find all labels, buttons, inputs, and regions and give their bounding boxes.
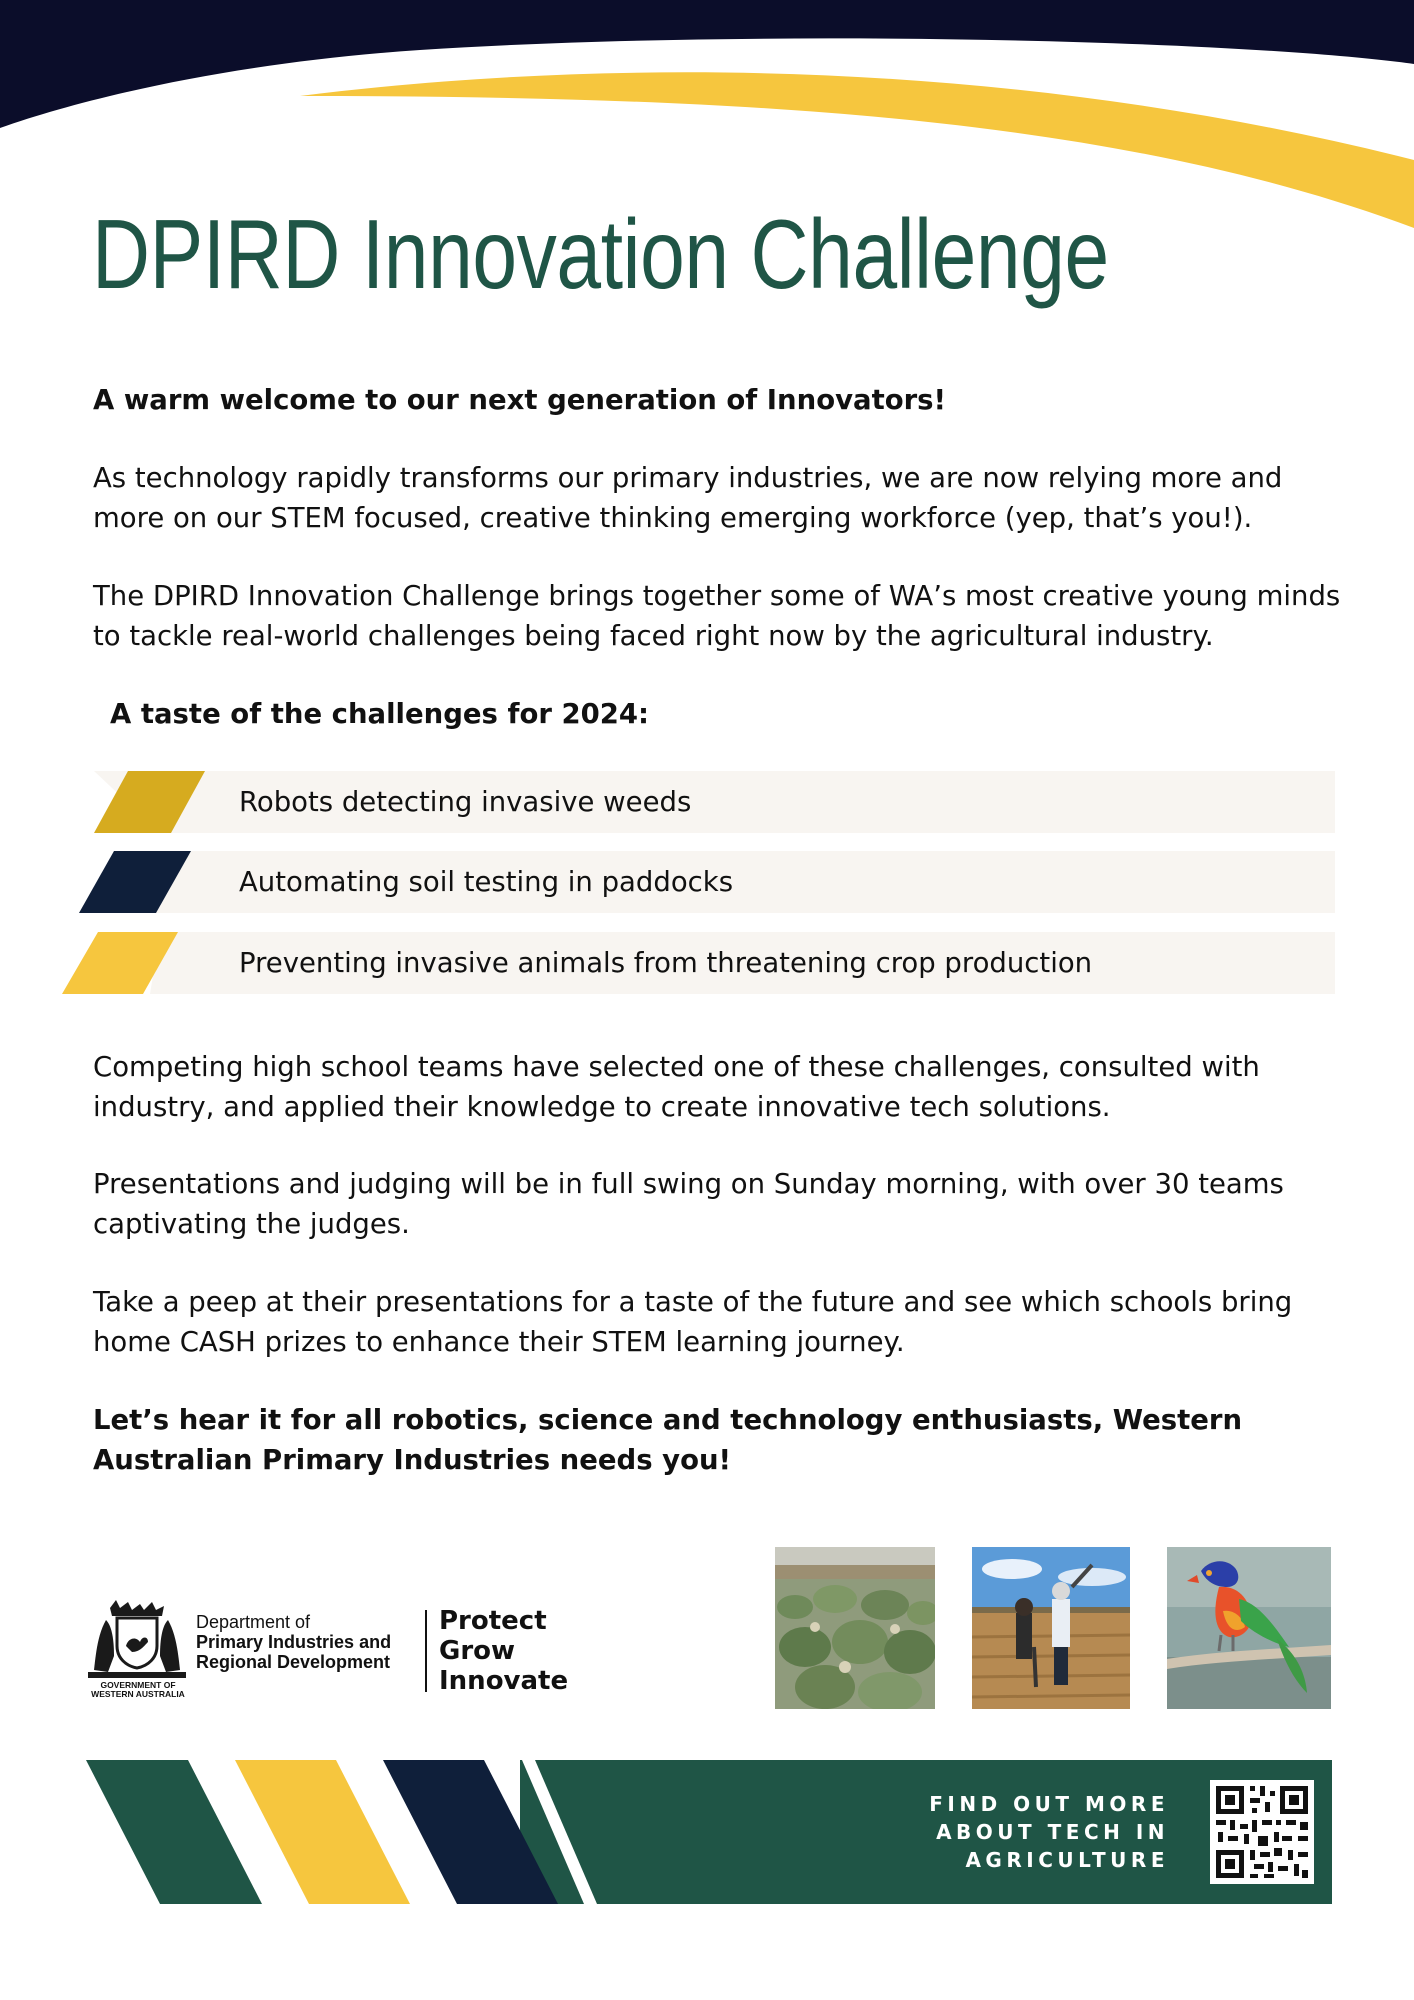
department-name-line: Primary Industries and xyxy=(196,1632,392,1652)
footer-band xyxy=(0,1760,1414,1904)
tagline-word: Protect xyxy=(439,1606,547,1636)
rainbow-lorikeet-photo xyxy=(1167,1547,1331,1709)
judging-paragraph: Presentations and judging will be in full swing on Sunday morning, with over 30 teams captivating the judges. xyxy=(93,1168,1284,1240)
page-title: DPIRD Innovation Challenge xyxy=(92,199,1109,309)
closing-statement: Let’s hear it for all robotics, science and technology enthusiasts, Western Australian Primary Industries needs you! xyxy=(93,1404,1243,1476)
department-name xyxy=(196,1612,391,1672)
footer-cta-line: AGRICULTURE xyxy=(965,1848,1169,1872)
department-name-line: Department of xyxy=(196,1612,311,1632)
challenge-slash-marker xyxy=(0,851,240,913)
presentations-paragraph: Take a peep at their presentations for a taste of the future and see which schools bring home CASH prizes to enhance their STEM learning journey. xyxy=(93,1286,1293,1358)
tagline-word: Grow xyxy=(439,1636,516,1666)
soil-testing-photo xyxy=(972,1547,1130,1709)
challenge-label: Automating soil testing in paddocks xyxy=(239,866,734,898)
challenge-item-animals xyxy=(0,932,1335,994)
tagline-word: Innovate xyxy=(439,1666,569,1696)
teams-paragraph: Competing high school teams have selected one of these challenges, consulted with industry, and applied their knowledge to create innovative tech solutions. xyxy=(93,1051,1260,1123)
challenge-slash-marker xyxy=(0,932,240,994)
government-caption-line: GOVERNMENT OF xyxy=(100,1680,176,1690)
welcome-heading: A warm welcome to our next generation of Innovators! xyxy=(93,384,947,416)
department-name-line: Regional Development xyxy=(196,1652,391,1672)
government-caption-line: WESTERN AUSTRALIA xyxy=(91,1689,185,1699)
challenges-heading: A taste of the challenges for 2024: xyxy=(110,698,650,730)
footer-cta-line: ABOUT TECH IN xyxy=(936,1820,1169,1844)
wa-government-crest-logo xyxy=(84,1600,190,1682)
footer-cta-line: FIND OUT MORE xyxy=(929,1792,1169,1816)
tagline xyxy=(439,1606,568,1696)
challenge-label: Robots detecting invasive weeds xyxy=(239,786,692,818)
challenge-description-paragraph: The DPIRD Innovation Challenge brings together some of WA’s most creative young minds to tackle real-world challenges being faced right now by the agricultural industry. xyxy=(93,580,1341,652)
challenge-item-soil xyxy=(0,851,1335,913)
challenge-label: Preventing invasive animals from threatening crop production xyxy=(239,947,1093,979)
cactus-field-photo xyxy=(775,1547,935,1709)
footer-call-to-action[interactable] xyxy=(929,1790,1169,1874)
challenge-item-weeds xyxy=(0,771,1335,833)
government-caption xyxy=(80,1681,196,1699)
intro-paragraph: As technology rapidly transforms our primary industries, we are now relying more and more on our STEM focused, creative thinking emerging workforce (yep, that’s you!). xyxy=(93,462,1283,534)
logo-divider xyxy=(425,1610,427,1692)
challenge-slash-marker xyxy=(0,771,240,833)
qr-code-icon[interactable] xyxy=(1210,1780,1314,1884)
